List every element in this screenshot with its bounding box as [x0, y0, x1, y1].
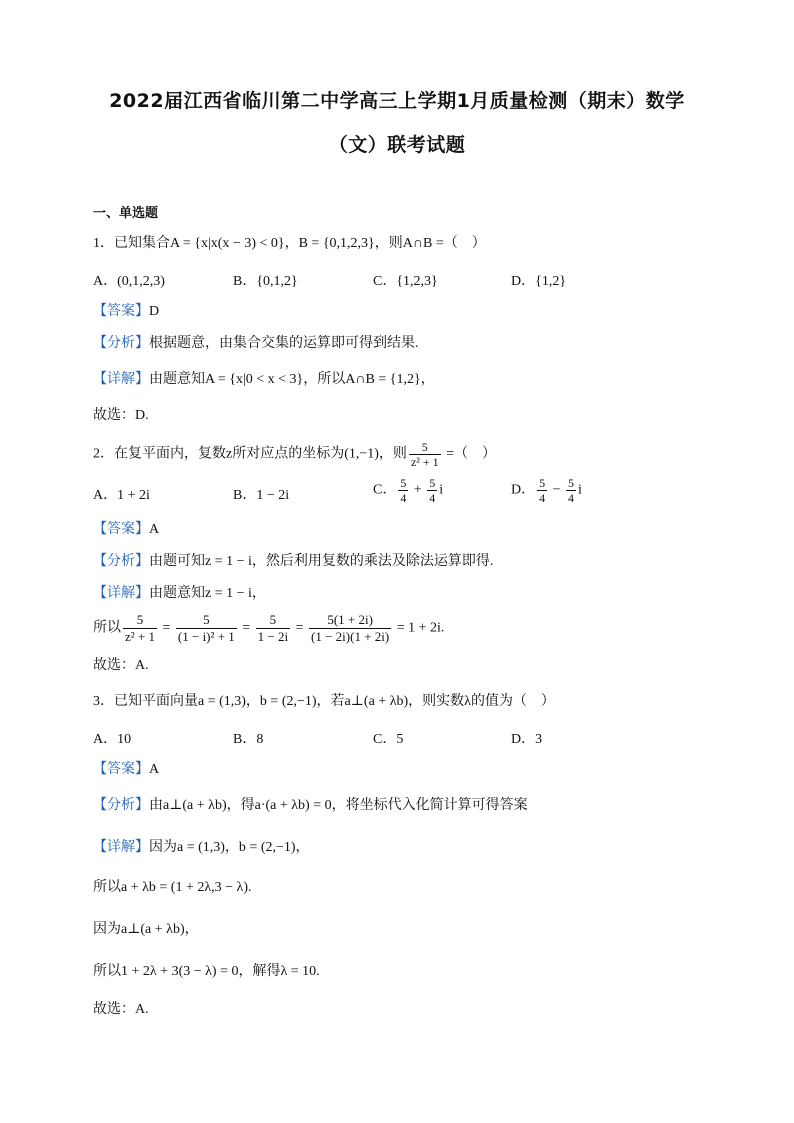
fraction-denominator: (1 − i)² + 1	[177, 629, 235, 644]
fraction-denominator: z² + 1	[125, 629, 155, 644]
detail-tag: 【详解】	[93, 586, 149, 601]
q3-choice: 故选：A.	[93, 1002, 149, 1017]
fraction-denominator: 4	[400, 491, 407, 505]
fraction-denominator: 4	[539, 491, 546, 505]
detail-tag: 【详解】	[93, 840, 149, 855]
q2-choice: 故选：A.	[93, 658, 149, 673]
answer-tag: 【答案】	[93, 762, 149, 777]
q2-option-a: A．1 + 2i	[93, 488, 150, 503]
q2-stem-end: =（ ）	[442, 446, 497, 462]
q1-option-a: A．(0,1,2,3)	[93, 274, 165, 289]
q1-option-d: D．{1,2}	[511, 274, 567, 289]
q2-answer-row	[93, 520, 159, 540]
analysis-tag: 【分析】	[93, 554, 149, 569]
fraction-numerator: 5	[256, 612, 290, 629]
imaginary-unit: i	[439, 482, 444, 498]
calc-prefix: 所以	[93, 620, 121, 636]
fraction-numerator: 5	[568, 476, 575, 490]
fraction-numerator: 5	[539, 476, 546, 490]
title-line-2: （文）联考试题	[328, 134, 466, 156]
calc-fraction-1	[123, 612, 157, 645]
fraction	[427, 476, 437, 505]
fraction-denominator: (1 − 2i)(1 + 2i)	[311, 629, 390, 644]
fraction-numerator: 5	[429, 476, 436, 490]
fraction-denominator: 1 − 2i	[257, 629, 289, 644]
q3-detail-row	[93, 838, 310, 858]
q2-answer: A	[149, 522, 160, 537]
equals-sign: =	[292, 620, 308, 636]
q2-option-d	[511, 476, 582, 505]
q2-analysis-row	[93, 552, 493, 572]
operator: +	[410, 482, 426, 498]
fraction-numerator: 5	[176, 612, 237, 629]
q2-stem	[93, 440, 496, 469]
q1-answer-row	[93, 302, 159, 322]
q2-stem-text: 2．在复平面内，复数z所对应点的坐标为(1,−1)，则	[93, 446, 407, 462]
q2-option-b: B．1 − 2i	[233, 488, 290, 503]
option-label: D．	[511, 482, 536, 498]
q1-detail-row	[93, 370, 435, 390]
title-line-1: 2022届江西省临川第二中学高三上学期1月质量检测（期末）数学	[109, 90, 685, 112]
imaginary-unit: i	[578, 482, 582, 498]
q3-analysis: 由a⊥(a + λb)，得a·(a + λb) = 0，将坐标代入化简计算可得答案	[149, 798, 528, 813]
q3-option-d: D．3	[511, 732, 543, 747]
fraction	[537, 476, 547, 505]
calc-result: = 1 + 2i.	[393, 620, 445, 636]
option-label: C．	[373, 482, 397, 498]
fraction-numerator: 5	[123, 612, 157, 629]
operator: −	[549, 482, 565, 498]
q2-option-c	[373, 476, 443, 505]
q2-detail: 由题意知z = 1 − i，	[149, 586, 266, 601]
fraction-denominator: 4	[568, 491, 575, 505]
q3-step-1: 所以a + λb = (1 + 2λ,3 − λ).	[93, 880, 252, 895]
answer-tag: 【答案】	[93, 522, 149, 537]
equals-sign: =	[238, 620, 254, 636]
fraction-numerator: 5(1 + 2i)	[309, 612, 391, 629]
q1-analysis: 根据题意，由集合交集的运算即可得到结果.	[149, 336, 419, 351]
q3-answer: A	[149, 762, 160, 777]
fraction-denominator: 4	[429, 491, 436, 505]
q1-choice: 故选：D.	[93, 408, 149, 423]
calc-fraction-3	[256, 612, 290, 645]
q1-option-c: C．{1,2,3}	[373, 274, 438, 289]
q2-detail-row	[93, 584, 266, 604]
calc-fraction-4	[309, 612, 391, 645]
fraction-numerator: 5	[409, 440, 441, 455]
section-heading: 一、单选题	[93, 206, 159, 221]
fraction-numerator: 5	[400, 476, 407, 490]
q3-option-a: A．10	[93, 732, 132, 747]
q1-detail: 由题意知A = {x|0 < x < 3}，所以A∩B = {1,2}，	[149, 372, 435, 387]
q1-analysis-row	[93, 334, 419, 354]
detail-tag: 【详解】	[93, 372, 149, 387]
q3-analysis-row	[93, 796, 528, 816]
fraction-denominator: z² + 1	[410, 455, 439, 469]
fraction	[398, 476, 408, 505]
q2-calculation	[93, 612, 444, 645]
equals-sign: =	[159, 620, 174, 636]
q2-stem-fraction	[409, 440, 441, 469]
q3-detail: 因为a = (1,3)，b = (2,−1)，	[149, 840, 310, 855]
analysis-tag: 【分析】	[93, 336, 149, 351]
q3-option-c: C．5	[373, 732, 404, 747]
q2-analysis: 由题可知z = 1 − i，然后利用复数的乘法及除法运算即得.	[149, 554, 494, 569]
q1-option-b: B．{0,1,2}	[233, 274, 298, 289]
fraction	[566, 476, 576, 505]
analysis-tag: 【分析】	[93, 798, 149, 813]
q3-stem: 3．已知平面向量a = (1,3)，b = (2,−1)，若a⊥(a + λb)，则实数λ的值为（ ）	[93, 694, 555, 709]
q3-option-b: B．8	[233, 732, 264, 747]
q1-answer: D	[149, 304, 160, 319]
q3-step-3: 所以1 + 2λ + 3(3 − λ) = 0，解得λ = 10.	[93, 964, 320, 979]
q1-stem: 1．已知集合A = {x|x(x − 3) < 0}，B = {0,1,2,3}，则A∩B =（ ）	[93, 236, 486, 251]
calc-fraction-2	[176, 612, 237, 645]
q3-answer-row	[93, 760, 159, 780]
answer-tag: 【答案】	[93, 304, 149, 319]
q3-step-2: 因为a⊥(a + λb)，	[93, 922, 199, 937]
